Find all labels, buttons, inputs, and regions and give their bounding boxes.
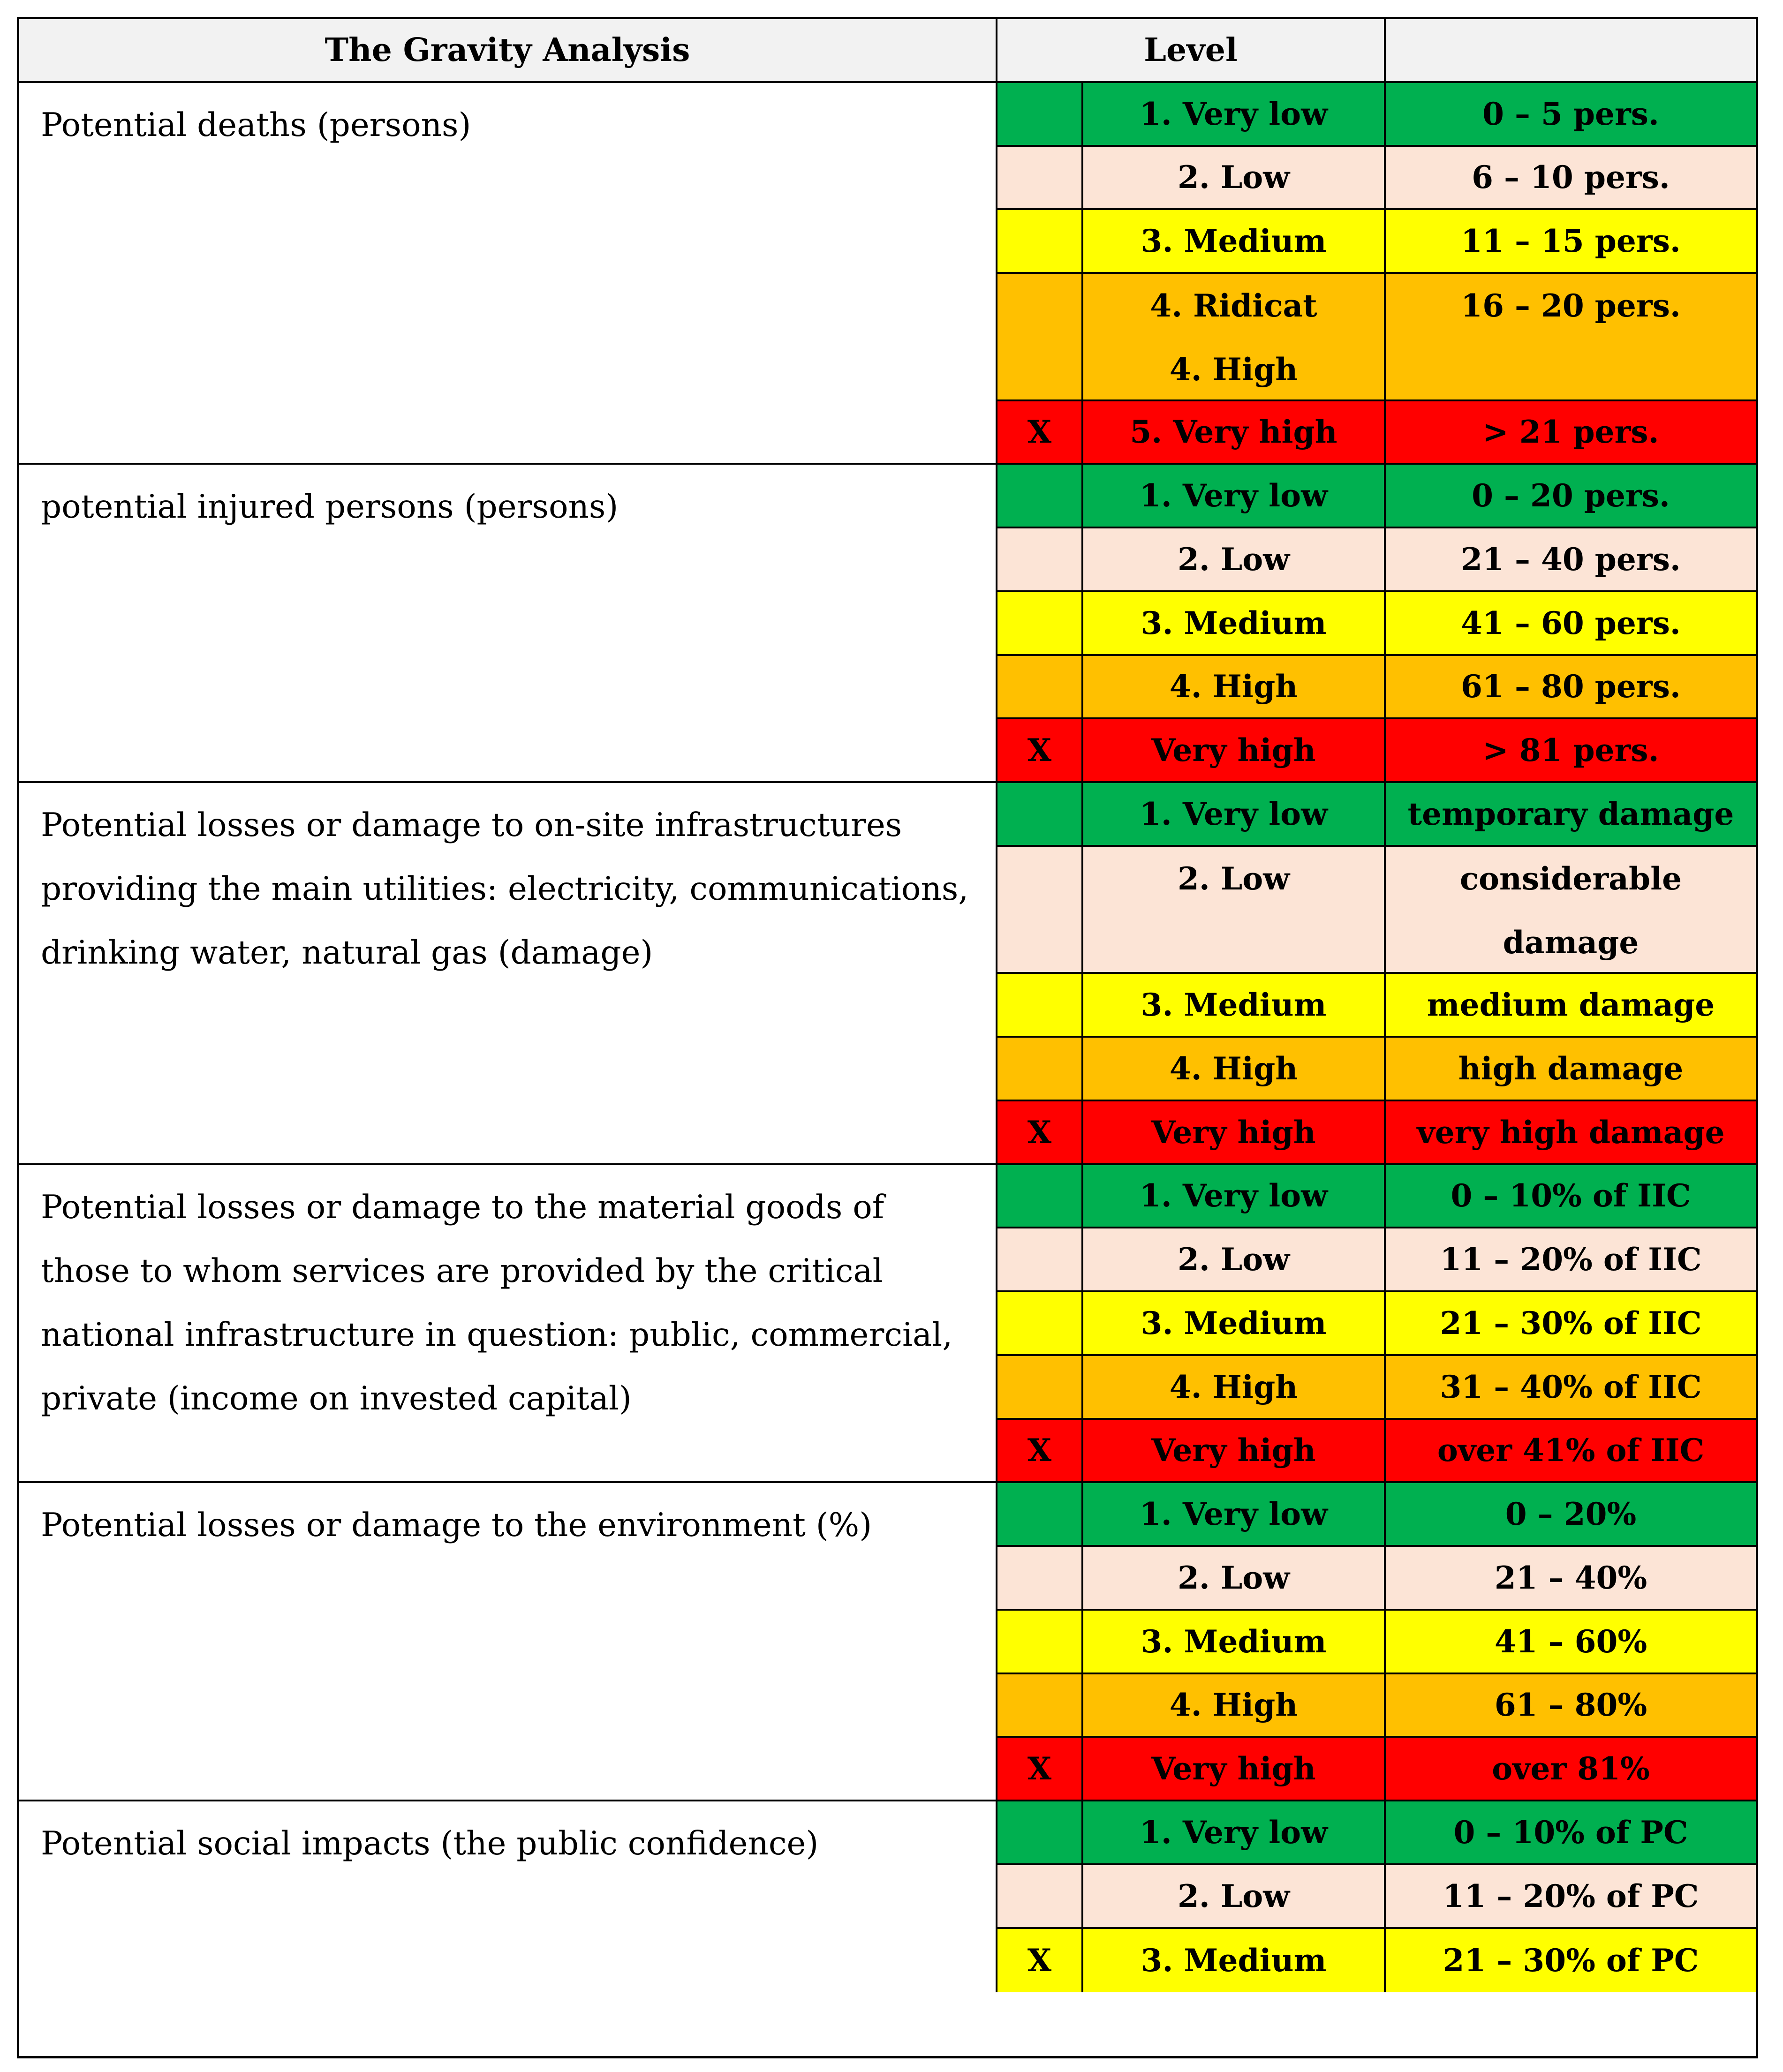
criterion-cell: Potential losses or damage to the environment (%) [19, 1483, 997, 1801]
range-value: 0 – 10% of PC [1386, 1801, 1756, 1865]
selection-mark [997, 528, 1083, 592]
range-value: 41 – 60% [1386, 1611, 1756, 1674]
range-value: 21 – 40 pers. [1386, 528, 1756, 592]
selection-mark [997, 592, 1083, 656]
level-label: 4. High [1083, 1038, 1386, 1101]
selection-mark [997, 210, 1083, 274]
level-label: 2. Low [1083, 847, 1386, 974]
range-value: 61 – 80% [1386, 1674, 1756, 1738]
range-value: over 41% of IIC [1386, 1420, 1756, 1484]
header-range [1386, 19, 1756, 83]
level-label: 4. High [1083, 1674, 1386, 1738]
range-value: 31 – 40% of IIC [1386, 1356, 1756, 1420]
header-level: Level [997, 19, 1386, 83]
selection-mark [997, 1674, 1083, 1738]
level-label: 2. Low [1083, 528, 1386, 592]
selection-mark [997, 847, 1083, 974]
criterion-cell: Potential losses or damage to the material goods of those to whom services are provided by the critical national infrastructure in question: public, commercial, private (income on invested capital) [19, 1165, 997, 1484]
selection-mark [997, 83, 1083, 147]
level-label: 4. High [1083, 656, 1386, 720]
range-value: 11 – 20% of PC [1386, 1865, 1756, 1929]
range-value: 0 – 20 pers. [1386, 465, 1756, 528]
range-value: very high damage [1386, 1101, 1756, 1165]
selection-mark [997, 974, 1083, 1038]
range-value: 11 – 15 pers. [1386, 210, 1756, 274]
selection-mark [997, 465, 1083, 528]
range-value: high damage [1386, 1038, 1756, 1101]
range-value: 41 – 60 pers. [1386, 592, 1756, 656]
range-value: 0 – 10% of IIC [1386, 1165, 1756, 1229]
selection-mark [997, 274, 1083, 401]
selection-mark [997, 1228, 1083, 1292]
selection-mark: X [997, 1420, 1083, 1484]
selection-mark: X [997, 1929, 1083, 1993]
range-value: 11 – 20% of IIC [1386, 1228, 1756, 1292]
range-value: considerable damage [1386, 847, 1756, 974]
criterion-cell: potential injured persons (persons) [19, 465, 997, 783]
range-value: 6 – 10 pers. [1386, 147, 1756, 211]
selection-mark [997, 1611, 1083, 1674]
range-value: medium damage [1386, 974, 1756, 1038]
level-label: 1. Very low [1083, 1165, 1386, 1229]
range-value: 21 – 30% of PC [1386, 1929, 1756, 1993]
range-value: > 21 pers. [1386, 401, 1756, 465]
level-label: Very high [1083, 1101, 1386, 1165]
selection-mark [997, 656, 1083, 720]
criterion-cell: Potential losses or damage to on-site infrastructures providing the main utilities: electricity, communications, drinking water, natural gas (damage) [19, 783, 997, 1165]
selection-mark [997, 1038, 1083, 1101]
gravity-analysis-table [17, 17, 1758, 2058]
range-value: over 81% [1386, 1738, 1756, 1801]
level-label: 3. Medium [1083, 1929, 1386, 1993]
selection-mark [997, 1547, 1083, 1611]
range-value: 21 – 30% of IIC [1386, 1292, 1756, 1356]
selection-mark: X [997, 1738, 1083, 1801]
range-value: 0 – 5 pers. [1386, 83, 1756, 147]
level-label: Very high [1083, 1738, 1386, 1801]
level-label: 1. Very low [1083, 465, 1386, 528]
level-label: 1. Very low [1083, 83, 1386, 147]
header-title: The Gravity Analysis [19, 19, 997, 83]
criterion-cell: Potential social impacts (the public confidence) [19, 1801, 997, 1992]
range-value: 16 – 20 pers. [1386, 274, 1756, 401]
range-value: 0 – 20% [1386, 1483, 1756, 1547]
level-label: Very high [1083, 1420, 1386, 1484]
level-label: 3. Medium [1083, 1611, 1386, 1674]
level-label: 3. Medium [1083, 210, 1386, 274]
selection-mark: X [997, 401, 1083, 465]
range-value: > 81 pers. [1386, 719, 1756, 783]
level-label: 4. Ridicat 4. High [1083, 274, 1386, 401]
level-label: Very high [1083, 719, 1386, 783]
selection-mark [997, 1801, 1083, 1865]
range-value: 61 – 80 pers. [1386, 656, 1756, 720]
level-label: 3. Medium [1083, 1292, 1386, 1356]
level-label: 3. Medium [1083, 592, 1386, 656]
range-value: temporary damage [1386, 783, 1756, 847]
level-label: 3. Medium [1083, 974, 1386, 1038]
selection-mark [997, 1292, 1083, 1356]
level-label: 4. High [1083, 1356, 1386, 1420]
level-label: 2. Low [1083, 1228, 1386, 1292]
level-label: 2. Low [1083, 1547, 1386, 1611]
level-label: 1. Very low [1083, 783, 1386, 847]
selection-mark [997, 147, 1083, 211]
level-label: 1. Very low [1083, 1483, 1386, 1547]
level-label: 5. Very high [1083, 401, 1386, 465]
criterion-cell: Potential deaths (persons) [19, 83, 997, 465]
selection-mark [997, 1356, 1083, 1420]
selection-mark [997, 783, 1083, 847]
level-label: 2. Low [1083, 147, 1386, 211]
selection-mark [997, 1483, 1083, 1547]
level-label: 1. Very low [1083, 1801, 1386, 1865]
selection-mark: X [997, 1101, 1083, 1165]
level-label: 2. Low [1083, 1865, 1386, 1929]
selection-mark [997, 1165, 1083, 1229]
range-value: 21 – 40% [1386, 1547, 1756, 1611]
selection-mark: X [997, 719, 1083, 783]
selection-mark [997, 1865, 1083, 1929]
